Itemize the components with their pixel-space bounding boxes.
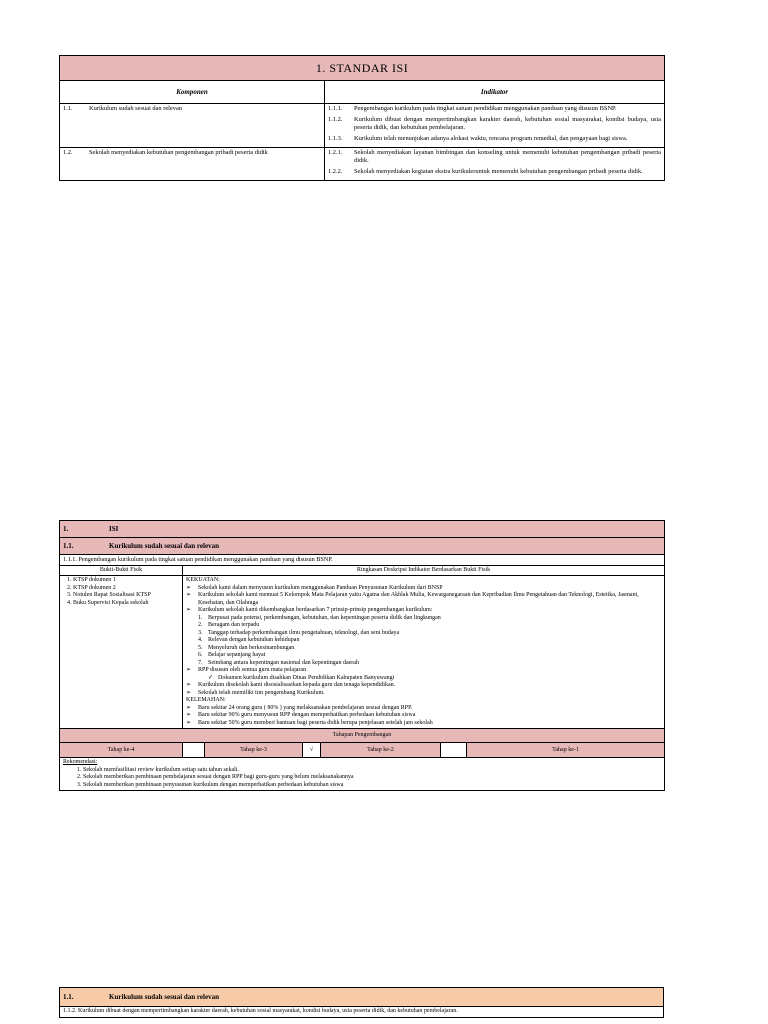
tahap-2-mark-cell xyxy=(441,743,467,758)
indikator-number: 1.1.2. xyxy=(328,116,343,123)
indikator-item xyxy=(328,135,661,143)
rekomendasi-label: Rekomendasi: xyxy=(63,759,98,766)
table-row xyxy=(60,104,665,148)
table-title: 1. STANDAR ISI xyxy=(60,56,665,81)
arrow-bullet-icon: ➢ xyxy=(186,584,192,591)
indikator-number: 1.1.1. xyxy=(328,105,343,112)
arrow-bullet-icon: ➢ xyxy=(186,689,192,696)
prinsip-number: 3. xyxy=(198,629,203,636)
list-item: 2. Sekolah memberikan pembinaan pembelajaran sesuai dengan RPP bagi guru-guru yang belum melaksanakannya xyxy=(83,774,661,782)
prinsip-number: 7. xyxy=(198,659,203,666)
indikator-number: 1.2.1. xyxy=(328,149,343,156)
indikator-item xyxy=(328,149,661,165)
indikator-number: 1.2.2. xyxy=(328,168,343,175)
kekuatan-text: Kurikulum sekolah kami memuat 5 Kelompok Mata Pelajaran yaitu Agama dan Akhlak Mulia, Kewarganegaraan dan Kepribadian Ilmu Pengetahuan dan Teknologi, Estetika, Jasmani, Kesehatan, dan Olahraga xyxy=(198,592,639,606)
prinsip-text: Berpusat pada potensi, perkembangan, kebutuhan, dan kepentingan peserta didik dan lingkungan xyxy=(208,614,441,621)
kelemahan-text: Baru sekitar 90% guru menyusun RPP dengan memperhatikan perbedaan kebutuhan siswa xyxy=(198,712,416,719)
indikator-text: Sekolah menyediakan layanan bimbingan dan konseling untuk memenuhi kebutuhan pengembangan pribadi peserta didik. xyxy=(354,149,662,164)
col-header-komponen: Komponen xyxy=(60,81,325,104)
indikator-text: Kurikulum telah menunjukan adanya alokasi waktu, rencana program remedial, dan pengayaan bagi siswa. xyxy=(354,135,628,142)
ringkasan-cell xyxy=(183,576,665,729)
prinsip-text: Relevan dengan kebutuhan kehidupan xyxy=(208,637,300,644)
subsection-header xyxy=(60,988,664,1007)
kekuatan-item xyxy=(186,667,661,675)
komponen-text: Kurikulum sudah sesuai dan relevan xyxy=(89,105,182,112)
kelemahan-item xyxy=(186,705,661,713)
indicator-row: 1.1.1. Pengembangan kurikulum pada tingkat satuan pendidikan menggunakan panduan yang disusun BSNP. xyxy=(60,555,665,566)
prinsip-number: 2. xyxy=(198,622,203,629)
list-item: 1. Sekolah memfasilitasi review kurikulum setiap satu tahun sekali. xyxy=(83,767,661,775)
indikator-text: Kurikulum dibuat dengan mempertimbangkan karakter daerah, kebutuhan sosial masyarakat, kondisi budaya, usia peserta didik, dan kebutuhan pembelajaran. xyxy=(354,116,662,131)
komponen-cell xyxy=(60,104,325,148)
indikator-item xyxy=(328,168,661,176)
komponen-text: Sekolah menyediakan kebutuhan pengembangan pribadi peserta didik xyxy=(89,149,268,156)
prinsip-text: Beragam dan terpadu xyxy=(208,622,260,629)
arrow-bullet-icon: ➢ xyxy=(186,607,192,614)
list-item: 1. KTSP dokumen 1 xyxy=(73,577,179,585)
komponen-number: 1.2. xyxy=(63,149,73,156)
indikator-item xyxy=(328,116,661,132)
indikator-text: Sekolah menyediakan kegiatan ekstra kurikuleruntuk memenuhi kebutuhan pengembangan pribadi peserta didik. xyxy=(354,168,643,175)
prinsip-item xyxy=(186,652,661,660)
arrow-bullet-icon: ➢ xyxy=(186,682,192,689)
prinsip-item xyxy=(186,645,661,653)
prinsip-item xyxy=(186,622,661,630)
tahap-1-cell: Tahap ke-1 xyxy=(467,743,665,758)
prinsip-number: 6. xyxy=(198,652,203,659)
tahap-4-mark-cell xyxy=(183,743,205,758)
prinsip-item xyxy=(186,630,661,638)
check-text: Dokumen kurikulum disahkan Dinas Pendidikan Kabupaten Banyuwangi xyxy=(218,674,395,681)
section-title: ISI xyxy=(109,524,119,533)
indikator-text: Pengembangan kurikulum pada tingkat satuan pendidikan menggunakan panduan yang disusun BSNP. xyxy=(354,105,617,112)
subsection-header xyxy=(60,538,665,555)
rekomendasi-cell xyxy=(60,758,665,791)
subsection-title: Kurikulum sudah sesuai dan relevan xyxy=(109,541,219,550)
arrow-bullet-icon: ➢ xyxy=(186,712,192,719)
indikator-cell xyxy=(325,148,665,181)
list-item: 4. Buku Supervisi Kepala sekolah xyxy=(73,600,179,608)
arrow-bullet-icon: ➢ xyxy=(186,719,192,726)
kekuatan-item xyxy=(186,607,661,615)
subsection-number: 1.1. xyxy=(63,541,74,550)
kelemahan-item xyxy=(186,720,661,728)
indicator-table-2 xyxy=(59,987,664,1018)
kekuatan-item xyxy=(186,592,661,607)
kekuatan-label: KEKUATAN: xyxy=(186,577,220,584)
prinsip-number: 4. xyxy=(198,637,203,644)
prinsip-text: Menyeluruh dan berkesinambungan xyxy=(208,644,295,651)
subsection-title: Kurikulum sudah sesuai dan relevan xyxy=(109,992,219,1001)
prinsip-number: 5. xyxy=(198,644,203,651)
indikator-cell xyxy=(325,104,665,148)
col-header-indikator: Indikator xyxy=(325,81,665,104)
prinsip-text: Seimbang antara kepentingan nasional dan kepentingan daerah xyxy=(208,659,359,666)
prinsip-number: 1. xyxy=(198,614,203,621)
kelemahan-item xyxy=(186,712,661,720)
kekuatan-item xyxy=(186,585,661,593)
tahap-3-mark-cell: √ xyxy=(303,743,321,758)
komponen-number: 1.1. xyxy=(63,105,73,112)
indikator-item xyxy=(328,105,661,113)
subsection-number: 1.1. xyxy=(63,992,74,1001)
tahap-2-cell: Tahap ke-2 xyxy=(321,743,441,758)
col-header-ringkasan: Ringkasan Deskripsi Indikator Berdasarkan Bukti Fisik xyxy=(183,565,665,576)
kekuatan-item xyxy=(186,682,661,690)
arrow-bullet-icon: ➢ xyxy=(186,667,192,674)
kekuatan-text: Sekolah kami dalam menyusun kurikulum menggunakan Panduan Penyusunan Kurikulum dari BNSP xyxy=(198,584,443,591)
table-row xyxy=(60,148,665,181)
tahapan-header: Tahapan Pengembangan xyxy=(60,729,665,743)
kekuatan-text: RPP disusun oleh semua guru mata pelajaran xyxy=(198,667,307,674)
section-header xyxy=(60,521,665,538)
prinsip-text: Tanggap terhadap perkembangan ilmu pengetahuan, teknologi, dan seni budaya xyxy=(208,629,400,636)
tahap-4-cell: Tahap ke-4 xyxy=(60,743,183,758)
kelemahan-text: Baru sekitar 50% guru memberi bantuan bagi peserta didik berupa penjelasan setelah jam sekolah xyxy=(198,719,433,726)
section-number: 1. xyxy=(63,524,69,533)
indikator-number: 1.1.3. xyxy=(328,135,343,142)
check-icon: ✓ xyxy=(208,674,214,681)
check-item xyxy=(186,675,661,683)
prinsip-item xyxy=(186,637,661,645)
tahapan-row xyxy=(60,743,665,758)
arrow-bullet-icon: ➢ xyxy=(186,592,192,599)
prinsip-item xyxy=(186,615,661,623)
tahap-3-cell: Tahap ke-3 xyxy=(205,743,303,758)
prinsip-text: Belajar sepanjang hayat xyxy=(208,652,266,659)
kelemahan-label: KELEMAHAN: xyxy=(186,697,226,704)
isi-evaluation-table xyxy=(59,520,665,791)
komponen-cell xyxy=(60,148,325,181)
kekuatan-text: Kurikulum disekolah kami disosialisasikan kepada guru dan tenaga kependidikan. xyxy=(198,682,396,689)
indicator-row: 1.1.2. Kurikulum dibuat dengan mempertimbangkan karakter daerah, kebutuhan sosial masyarakat, kondisi budaya, usia peserta didik, dan kebutuhan pembelajaran. xyxy=(60,1007,664,1018)
list-item: 3. Notulen Rapat Sosialisasi KTSP xyxy=(73,592,179,600)
arrow-bullet-icon: ➢ xyxy=(186,704,192,711)
bukti-cell xyxy=(60,576,183,729)
kekuatan-text: Sekolah telah memiliki tim pengembang Kurikulum. xyxy=(198,689,325,696)
kekuatan-item xyxy=(186,690,661,698)
col-header-bukti: Bukti-Bukti Fisik xyxy=(60,565,183,576)
prinsip-item xyxy=(186,660,661,668)
kekuatan-text: Kurikulum sekolah kami dikembangkan berdasarkan 7 prinsip-prinsip pengembangan kurikulum: xyxy=(198,607,433,614)
standar-isi-table xyxy=(59,55,665,181)
list-item: 3. Sekolah memberikan pembinaan penyusunan kurikulum dengan memperhatikan perbedaan kebutuhan siswa xyxy=(83,782,661,790)
kelemahan-text: Baru sekitar 24 orang guru ( 80% ) yang melaksanakan pembelajaran sesuai dengan RPP. xyxy=(198,704,413,711)
list-item: 2. KTSP dokumen 2 xyxy=(73,585,179,593)
